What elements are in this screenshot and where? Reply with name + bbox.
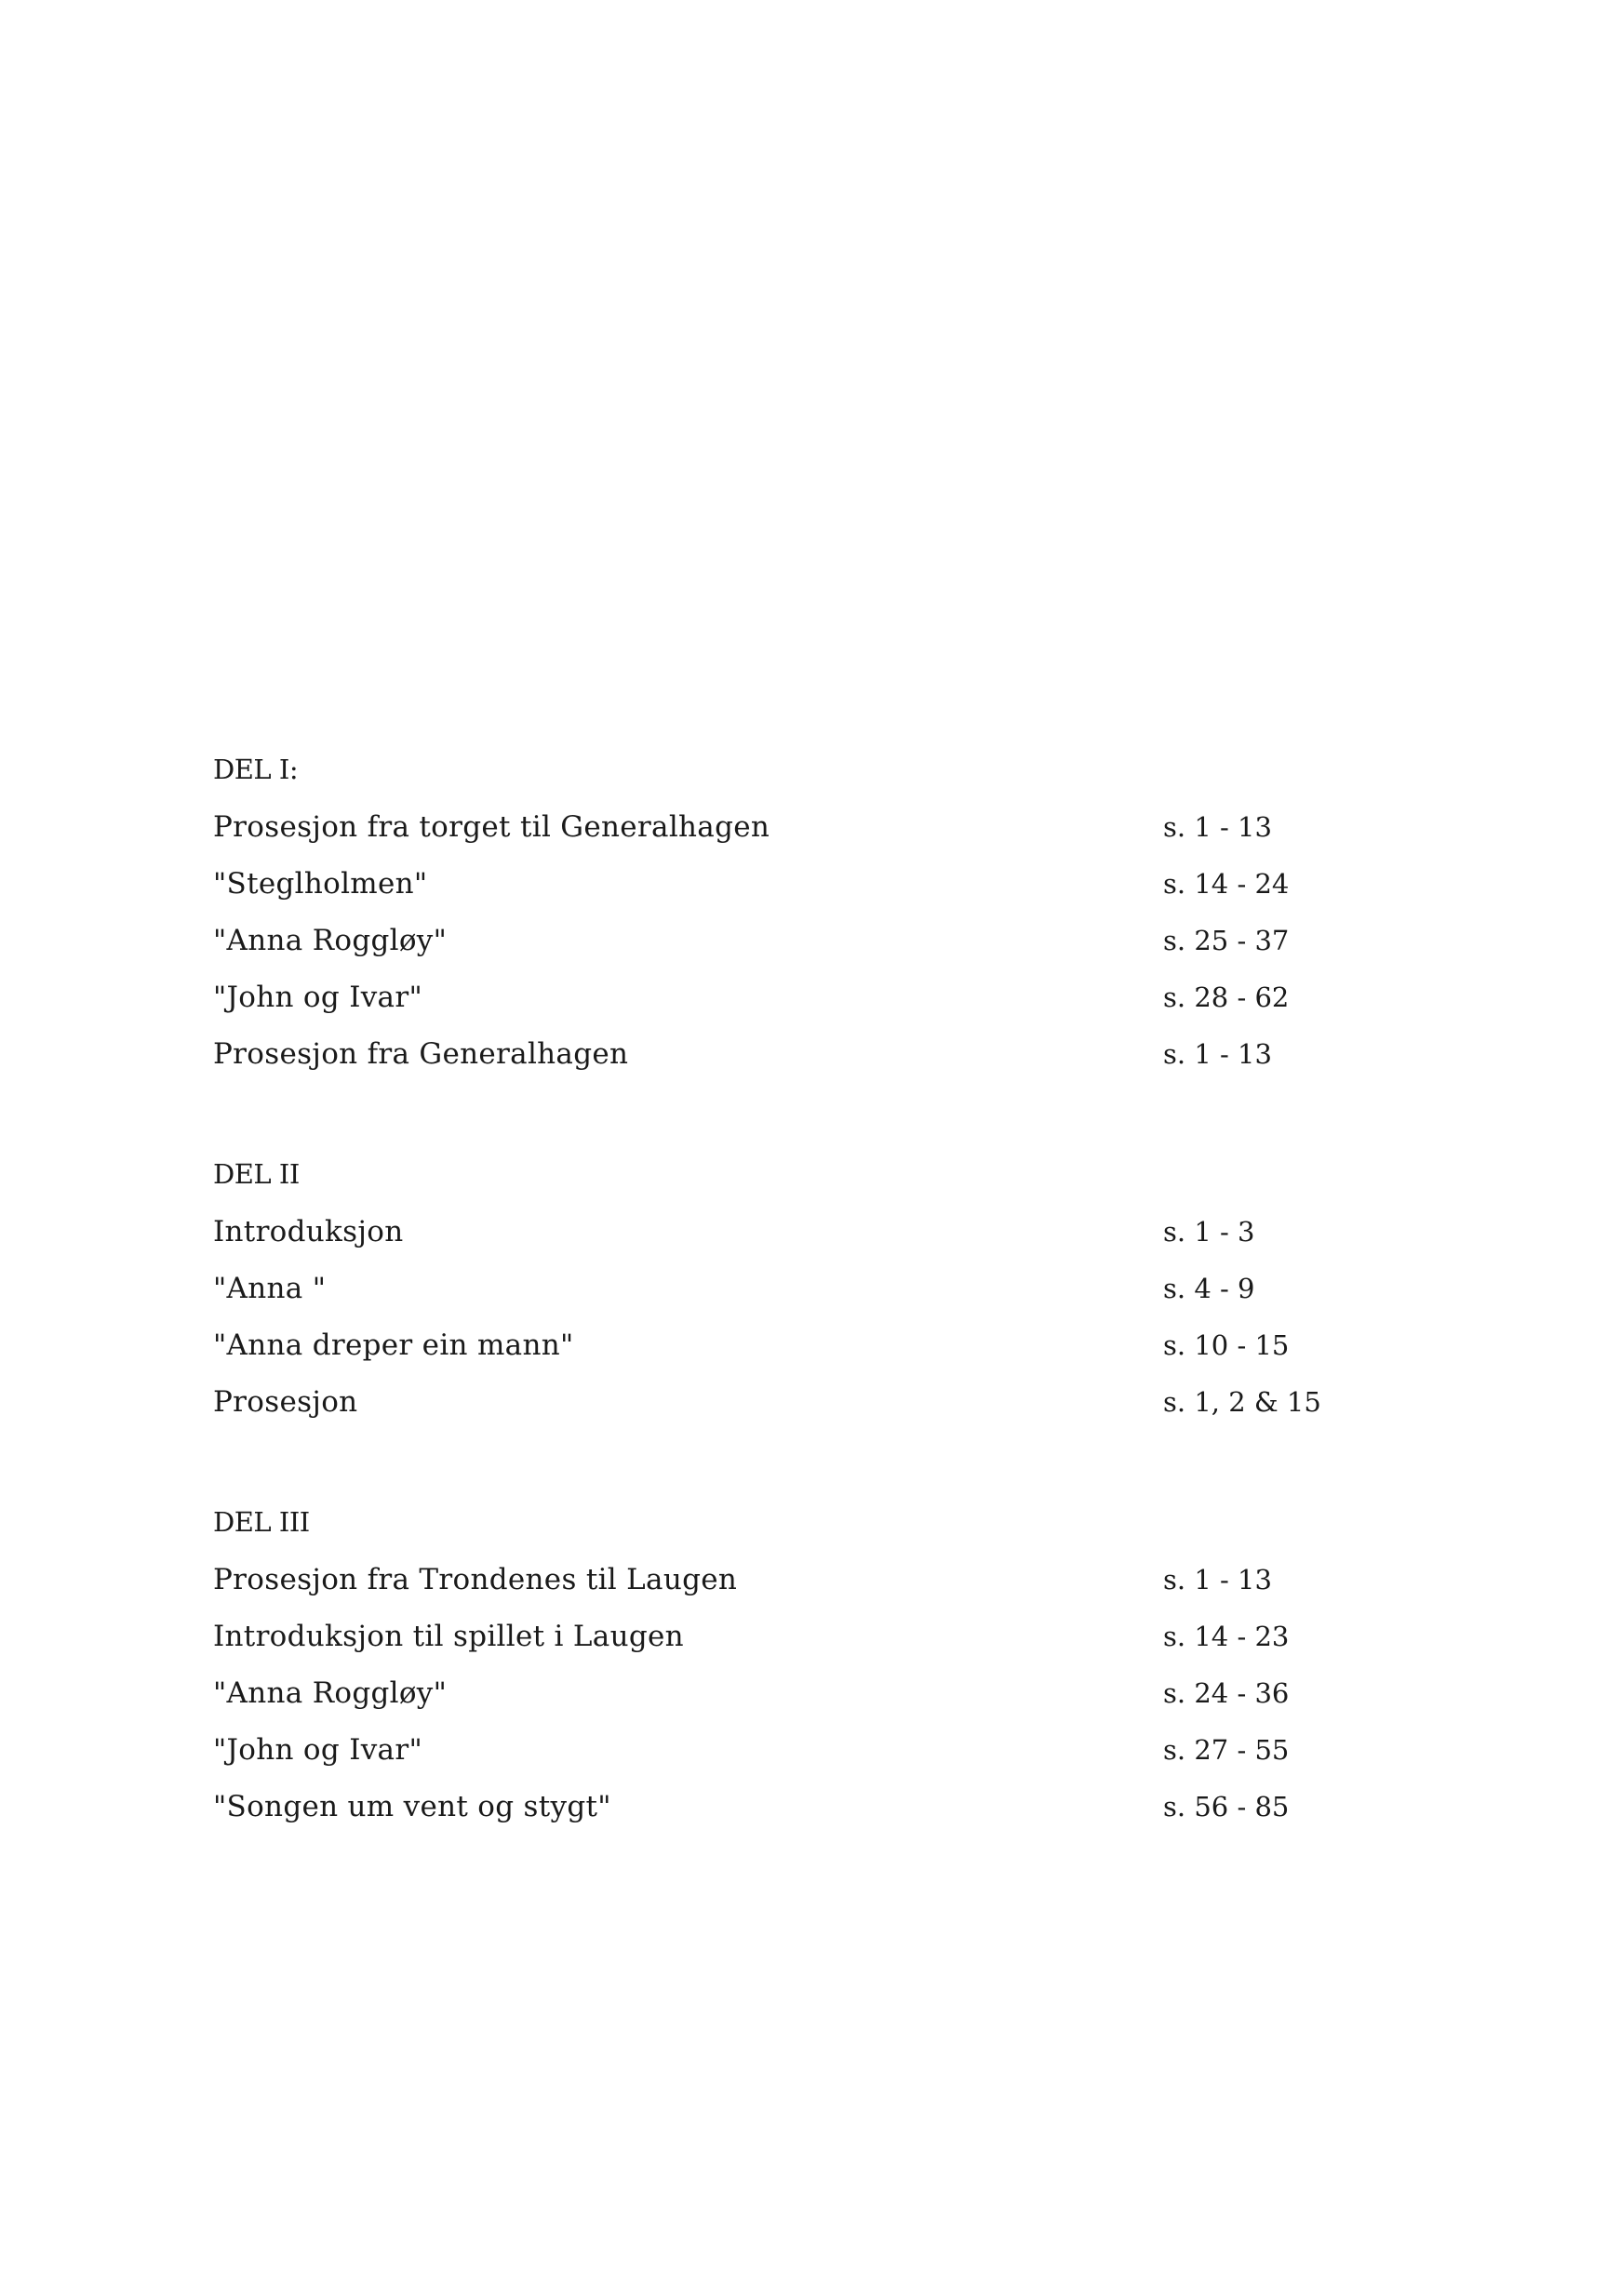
entry-pages: s. 28 - 62 xyxy=(1163,981,1290,1013)
table-of-contents xyxy=(213,754,1330,1848)
toc-entry xyxy=(213,1038,1330,1095)
section-del-1 xyxy=(213,754,1330,1095)
toc-entry xyxy=(213,1329,1330,1386)
toc-entry xyxy=(213,1734,1330,1791)
entry-title: "Anna " xyxy=(213,1272,327,1305)
entry-pages: s. 56 - 85 xyxy=(1163,1791,1290,1822)
toc-entry xyxy=(213,1386,1330,1443)
toc-entry xyxy=(213,868,1330,925)
entry-pages: s. 1 - 13 xyxy=(1163,1564,1272,1595)
entry-title: Introduksjon xyxy=(213,1215,404,1248)
entry-title: Introduksjon til spillet i Laugen xyxy=(213,1620,684,1653)
section-del-2 xyxy=(213,1158,1330,1443)
entry-title: "Anna Roggløy" xyxy=(213,924,448,957)
entry-title: Prosesjon fra Generalhagen xyxy=(213,1037,629,1071)
toc-entry xyxy=(213,925,1330,981)
entry-pages: s. 1 - 13 xyxy=(1163,811,1272,843)
entry-pages: s. 27 - 55 xyxy=(1163,1734,1290,1766)
toc-entry xyxy=(213,981,1330,1038)
section-heading: DEL III xyxy=(213,1506,310,1538)
entry-title: "Anna Roggløy" xyxy=(213,1676,448,1710)
entry-title: Prosesjon xyxy=(213,1385,358,1419)
entry-pages: s. 1 - 13 xyxy=(1163,1038,1272,1070)
entry-pages: s. 1, 2 & 15 xyxy=(1163,1386,1321,1418)
toc-entry xyxy=(213,1791,1330,1848)
section-del-3 xyxy=(213,1506,1330,1848)
toc-entry xyxy=(213,811,1330,868)
entry-pages: s. 1 - 3 xyxy=(1163,1216,1255,1248)
entry-pages: s. 25 - 37 xyxy=(1163,925,1290,956)
entry-pages: s. 14 - 23 xyxy=(1163,1621,1290,1652)
toc-entry xyxy=(213,1621,1330,1677)
entry-pages: s. 14 - 24 xyxy=(1163,868,1290,900)
entry-pages: s. 24 - 36 xyxy=(1163,1677,1290,1709)
toc-entry xyxy=(213,1216,1330,1273)
section-heading: DEL II xyxy=(213,1158,300,1190)
section-heading: DEL I: xyxy=(213,754,299,785)
entry-title: "Songen um vent og stygt" xyxy=(213,1790,611,1823)
toc-entry xyxy=(213,1677,1330,1734)
entry-title: Prosesjon fra Trondenes til Laugen xyxy=(213,1563,738,1596)
toc-entry xyxy=(213,1564,1330,1621)
entry-title: "Anna dreper ein mann" xyxy=(213,1328,574,1362)
entry-title: "John og Ivar" xyxy=(213,981,423,1014)
toc-entry xyxy=(213,1273,1330,1329)
entry-pages: s. 10 - 15 xyxy=(1163,1329,1290,1361)
entry-title: "Steglholmen" xyxy=(213,867,428,901)
entry-title: Prosesjon fra torget til Generalhagen xyxy=(213,810,770,844)
entry-pages: s. 4 - 9 xyxy=(1163,1273,1255,1304)
entry-title: "John og Ivar" xyxy=(213,1733,423,1767)
